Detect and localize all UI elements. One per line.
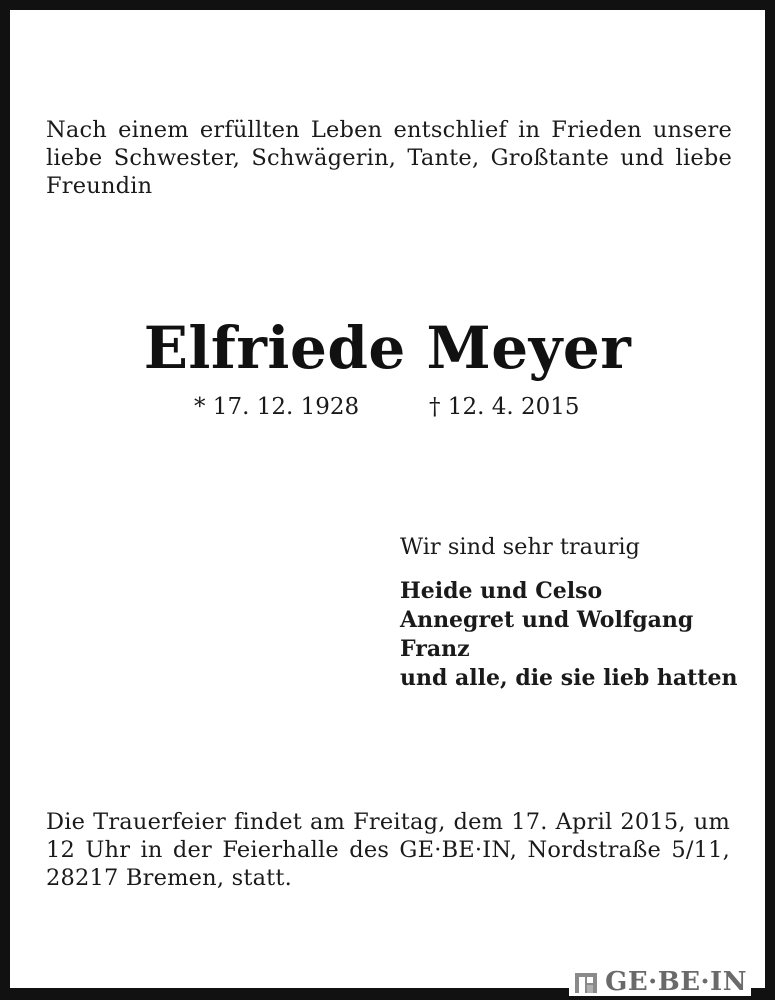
mourner-name: Annegret und Wolfgang: [400, 607, 694, 633]
deceased-name: Elfriede Meyer: [143, 314, 632, 382]
birth-date: * 17. 12. 1928: [194, 394, 360, 420]
mourner-name: und alle, die sie lieb hatten: [400, 665, 738, 691]
ceremony-text: Die Trauerfeier findet am Freitag, dem 17. April 2015, um 12 Uhr in der Feierhalle des GE·BE·IN, Nordstraße 5/11, 28217 Bremen, statt.: [46, 809, 730, 891]
logo-text: GE·BE·IN: [605, 967, 747, 997]
ge-be-in-logo-icon: [573, 969, 599, 995]
mourner-names: [400, 577, 760, 693]
death-date: † 12. 4. 2015: [429, 394, 580, 420]
mourners-block: [400, 533, 760, 693]
mourner-name: Heide und Celso: [400, 578, 603, 604]
intro-text: Nach einem erfüllten Leben entschlief in Frieden unsere liebe Schwester, Schwägerin, Tante, Großtante und liebe Freundin: [46, 117, 732, 199]
sentiment-text: Wir sind sehr traurig: [400, 534, 640, 560]
mourner-name: Franz: [400, 636, 470, 662]
ge-be-in-logo: [569, 968, 751, 996]
